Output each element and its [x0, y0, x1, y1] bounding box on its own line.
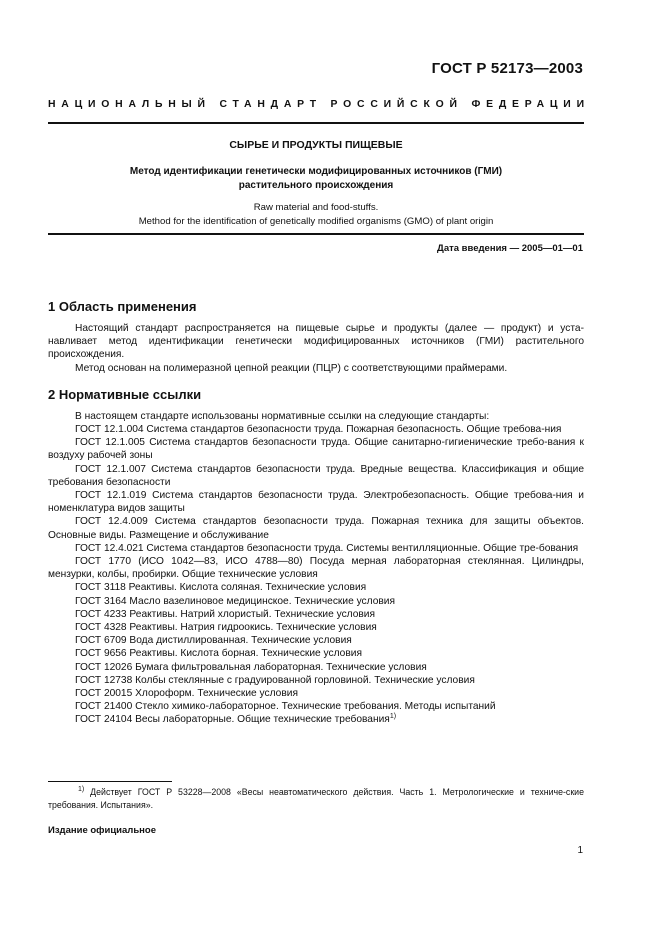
footnote-marker: 1)	[389, 713, 397, 721]
document-subtitle	[48, 165, 584, 193]
reference-item: ГОСТ 12.4.009 Система стандартов безопасности труда. Пожарная техника для защиты объектов. Основные виды. Размещение и обслуживание	[48, 516, 584, 541]
top-rule	[48, 122, 584, 124]
official-edition-label: Издание официальное	[48, 825, 156, 836]
reference-item: ГОСТ 12.1.019 Система стандартов безопасности труда. Электробезопасность. Общие требова-ния и номенклатура видов защиты	[48, 490, 584, 515]
subtitle-line-2: растительного происхождения	[238, 180, 394, 191]
reference-item: ГОСТ 3164 Масло вазелиновое медицинское. Технические условия	[75, 595, 395, 607]
subtitle-line-1: Метод идентификации генетически модифицированных источников (ГМИ)	[129, 166, 503, 177]
reference-item: ГОСТ 12.1.005 Система стандартов безопасности труда. Общие санитарно-гигиенические требо-вания к воздуху рабочей зоны	[48, 437, 584, 462]
document-title: СЫРЬЕ И ПРОДУКТЫ ПИЩЕВЫЕ	[229, 139, 403, 151]
reference-item: ГОСТ 12.1.004 Система стандартов безопасности труда. Пожарная безопасность. Общие требова-ния	[75, 424, 562, 436]
reference-item: ГОСТ 12.1.007 Система стандартов безопасности труда. Вредные вещества. Классификация и общие требования безопасности	[48, 463, 584, 488]
reference-text: ГОСТ 24104 Весы лабораторные. Общие технические требования	[75, 714, 390, 726]
section-1-paragraph-2: Метод основан на полимеразной цепной реакции (ПЦР) с соответствующими праймерами.	[75, 362, 508, 374]
standard-code: ГОСТ Р 52173—2003	[431, 60, 583, 77]
footnote-separator	[48, 781, 172, 782]
section-2-heading: 2 Нормативные ссылки	[48, 386, 202, 402]
english-title-line-2: Method for the identification of genetically modified organisms (GMO) of plant origin	[138, 216, 494, 227]
reference-item: ГОСТ 12738 Колбы стеклянные с градуированной горловиной. Технические условия	[75, 674, 475, 686]
reference-item: ГОСТ 20015 Хлороформ. Технические условия	[75, 688, 298, 700]
english-title-line-1: Raw material and food-stuffs.	[253, 202, 379, 213]
section-1-heading: 1 Область применения	[48, 299, 197, 314]
section-2-intro: В настоящем стандарте использованы нормативные ссылки на следующие стандарты:	[75, 410, 490, 422]
title-bottom-rule	[48, 233, 584, 235]
section-1-paragraph-1: Настоящий стандарт распространяется на пищевые сырье и продукты (далее — продукт) и уста-навливает метод идентификации генетически модифицированных источников (ГМИ) растительного происхождения.	[48, 323, 584, 361]
reference-item: ГОСТ 3118 Реактивы. Кислота соляная. Технические условия	[75, 582, 367, 594]
reference-item: ГОСТ 21400 Стекло химико-лабораторное. Технические требования. Методы испытаний	[75, 701, 496, 713]
reference-item: ГОСТ 12.4.021 Система стандартов безопасности труда. Системы вентилляционные. Общие тре-бования	[75, 542, 579, 554]
reference-item: ГОСТ 4233 Реактивы. Натрий хлористый. Технические условия	[75, 608, 376, 620]
page-number: 1	[577, 845, 583, 856]
reference-item: ГОСТ 1770 (ИСО 1042—83, ИСО 4788—80) Посуда мерная лабораторная стеклянная. Цилиндры, мензурки, колбы, пробирки. Общие технические условия	[48, 556, 584, 581]
reference-item: ГОСТ 12026 Бумага фильтровальная лабораторная. Технические условия	[75, 661, 427, 673]
introduction-date: Дата введения — 2005—01—01	[437, 243, 583, 254]
national-standard-title: НАЦИОНАЛЬНЫЙ СТАНДАРТ РОССИЙСКОЙ ФЕДЕРАЦИИ	[48, 99, 590, 110]
footnote-mark: 1)	[78, 786, 85, 793]
footnote	[48, 786, 584, 811]
main-content	[48, 298, 584, 727]
reference-item-last	[48, 713, 584, 726]
footnote-text: Действует ГОСТ Р 53228—2008 «Весы неавтоматического действия. Часть 1. Метрологические и техниче-ские требования. Испытания».	[48, 787, 584, 810]
reference-item: ГОСТ 9656 Реактивы. Кислота борная. Технические условия	[75, 648, 362, 660]
normative-references-list	[48, 423, 584, 713]
english-title	[48, 201, 584, 229]
reference-item: ГОСТ 4328 Реактивы. Натрия гидроокись. Технические условия	[75, 622, 377, 634]
reference-item: ГОСТ 6709 Вода дистиллированная. Технические условия	[75, 635, 352, 647]
